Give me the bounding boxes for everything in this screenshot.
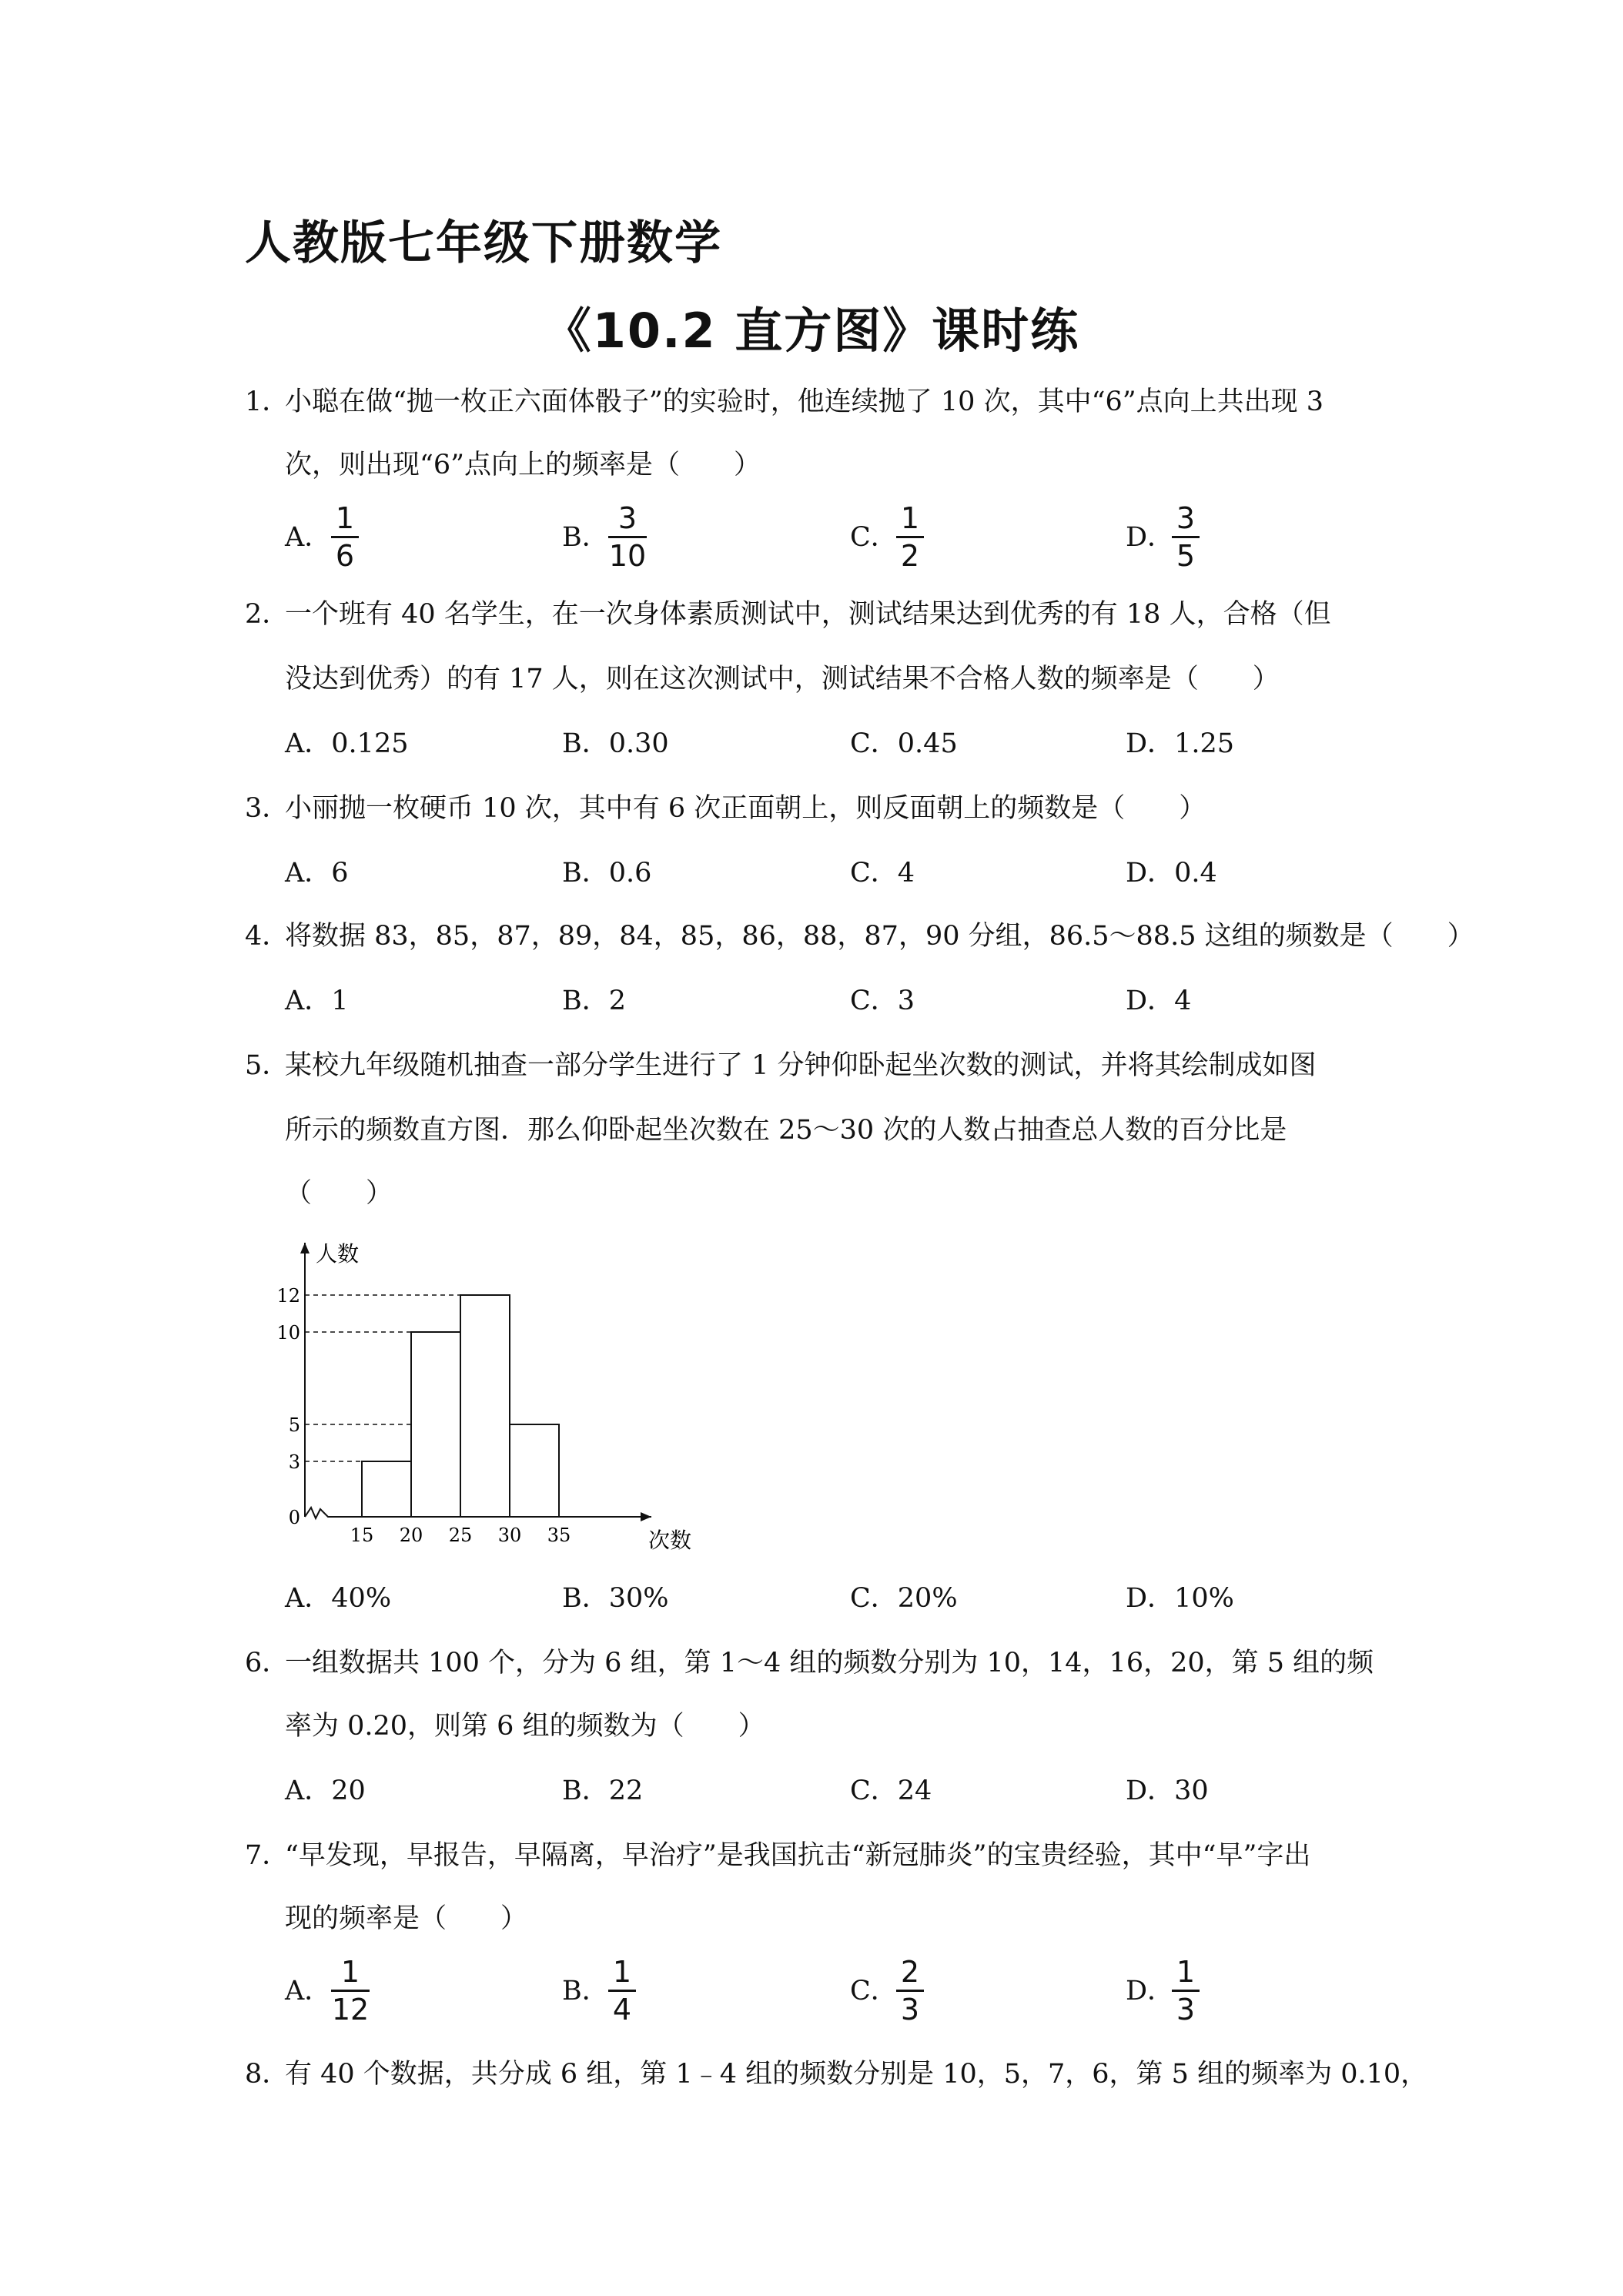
question-text: 率为 0.20，则第 6 组的频数为（ ） (285, 1711, 765, 1742)
option-c: C．20% (850, 1583, 958, 1614)
question-text: 一组数据共 100 个，分为 6 组，第 1～4 组的频数分别为 10，14，16，20，第 5 组的频 (285, 1648, 1374, 1678)
x-axis-arrow (641, 1512, 651, 1521)
histogram-bar (460, 1295, 510, 1517)
option-d: D．0.4 (1126, 858, 1217, 889)
x-tick-label: 35 (547, 1525, 571, 1546)
option-a: A．20 (285, 1776, 366, 1806)
question-text: 某校九年级随机抽查一部分学生进行了 1 分钟仰卧起坐次数的测试，并将其绘制成如图 (285, 1050, 1317, 1081)
question-number: 7． (245, 1840, 289, 1871)
y-tick-label: 3 (288, 1451, 300, 1473)
option-b: B．30% (562, 1583, 669, 1614)
document-title: 《10.2 直方图》课时练 (543, 303, 1080, 359)
question-text: 一个班有 40 名学生，在一次身体素质测试中，测试结果达到优秀的有 18 人，合格（但 (285, 599, 1331, 630)
y-tick-label: 12 (276, 1285, 300, 1307)
question-number: 1． (245, 387, 289, 417)
question-text: 将数据 83，85，87，89，84，85，86，88，87，90 分组，86.5～88.5 这组的频数是（ ） (285, 921, 1474, 952)
y-axis-label: 人数 (316, 1241, 360, 1267)
question-text: 没达到优秀）的有 17 人，则在这次测试中，测试结果不合格人数的频率是（ ） (285, 664, 1280, 694)
option-b: B．2 (562, 986, 627, 1016)
x-axis-label: 次数 (648, 1528, 692, 1553)
question-number: 5． (245, 1050, 289, 1081)
option-d: D．10% (1126, 1583, 1234, 1614)
option-b: B．22 (562, 1776, 644, 1806)
option-d: D．1.25 (1126, 728, 1234, 759)
y-tick-label: 10 (276, 1322, 300, 1344)
histogram-bar (362, 1461, 411, 1517)
option-c: C．0.45 (850, 728, 958, 759)
question-text: “早发现，早报告，早隔离，早治疗”是我国抗击“新冠肺炎”的宝贵经验，其中“早”字出 (285, 1840, 1311, 1871)
option-d: D． (1126, 522, 1175, 553)
option-c: C．4 (850, 858, 915, 889)
x-tick-label: 15 (350, 1525, 374, 1546)
option-a: A．6 (285, 858, 349, 889)
x-tick-label: 25 (448, 1525, 473, 1546)
option-a: A． (285, 1976, 332, 2006)
option-a: A． (285, 522, 332, 553)
x-tick-label: 20 (399, 1525, 423, 1546)
option-a: A．1 (285, 986, 349, 1016)
option-c: C． (850, 1976, 898, 2006)
option-b-fraction: 3 10 (608, 501, 647, 573)
option-c: C．3 (850, 986, 915, 1016)
option-c: C．24 (850, 1776, 932, 1806)
option-b: B． (562, 1976, 609, 2006)
option-b: B．0.6 (562, 858, 652, 889)
question-text: 所示的频数直方图．那么仰卧起坐次数在 25～30 次的人数占抽查总人数的百分比是 (285, 1115, 1287, 1146)
option-d: D． (1126, 1976, 1175, 2006)
option-c-fraction: 1 2 (896, 502, 924, 572)
option-b-fraction: 1 4 (608, 1956, 636, 2026)
question-text: 小丽抛一枚硬币 10 次，其中有 6 次正面朝上，则反面朝上的频数是（ ） (285, 793, 1206, 824)
question-text: 次，则出现“6”点向上的频率是（ ） (285, 450, 761, 480)
option-d-fraction: 1 3 (1172, 1956, 1200, 2026)
option-d-fraction: 3 5 (1172, 502, 1200, 572)
x-tick-label: 30 (497, 1525, 522, 1546)
question-number: 3． (245, 793, 289, 824)
option-d: D．30 (1126, 1776, 1209, 1806)
question-number: 2． (245, 599, 289, 630)
question-number: 4． (245, 921, 289, 952)
question-text: （ ） (285, 1178, 393, 1209)
option-d: D．4 (1126, 986, 1192, 1016)
option-c-fraction: 2 3 (896, 1956, 924, 2026)
y-tick-label: 5 (288, 1414, 300, 1436)
question-text: 有 40 个数据，共分成 6 组，第 1﹣4 组的频数分别是 10，5，7，6，第 5 组的频率为 0.10， (285, 2059, 1428, 2090)
question-text: 小聪在做“抛一枚正六面体骰子”的实验时，他连续抛了 10 次，其中“6”点向上共出现 3 (285, 387, 1324, 417)
histogram-bar (411, 1332, 460, 1517)
option-a-fraction: 1 12 (331, 1955, 370, 2027)
option-a-fraction: 1 6 (331, 502, 359, 572)
histogram-bar (510, 1424, 559, 1517)
option-c: C． (850, 522, 898, 553)
y-axis-arrow (300, 1243, 310, 1253)
question-text: 现的频率是（ ） (285, 1903, 528, 1934)
question-number: 6． (245, 1648, 289, 1678)
question-number: 8． (245, 2059, 289, 2090)
histogram-chart (276, 1226, 716, 1565)
option-b: B． (562, 522, 609, 553)
series-title: 人教版七年级下册数学 (245, 216, 722, 270)
option-b: B．0.30 (562, 728, 669, 759)
y-tick-label: 0 (288, 1507, 300, 1528)
option-a: A．40% (285, 1583, 392, 1614)
option-a: A．0.125 (285, 728, 409, 759)
